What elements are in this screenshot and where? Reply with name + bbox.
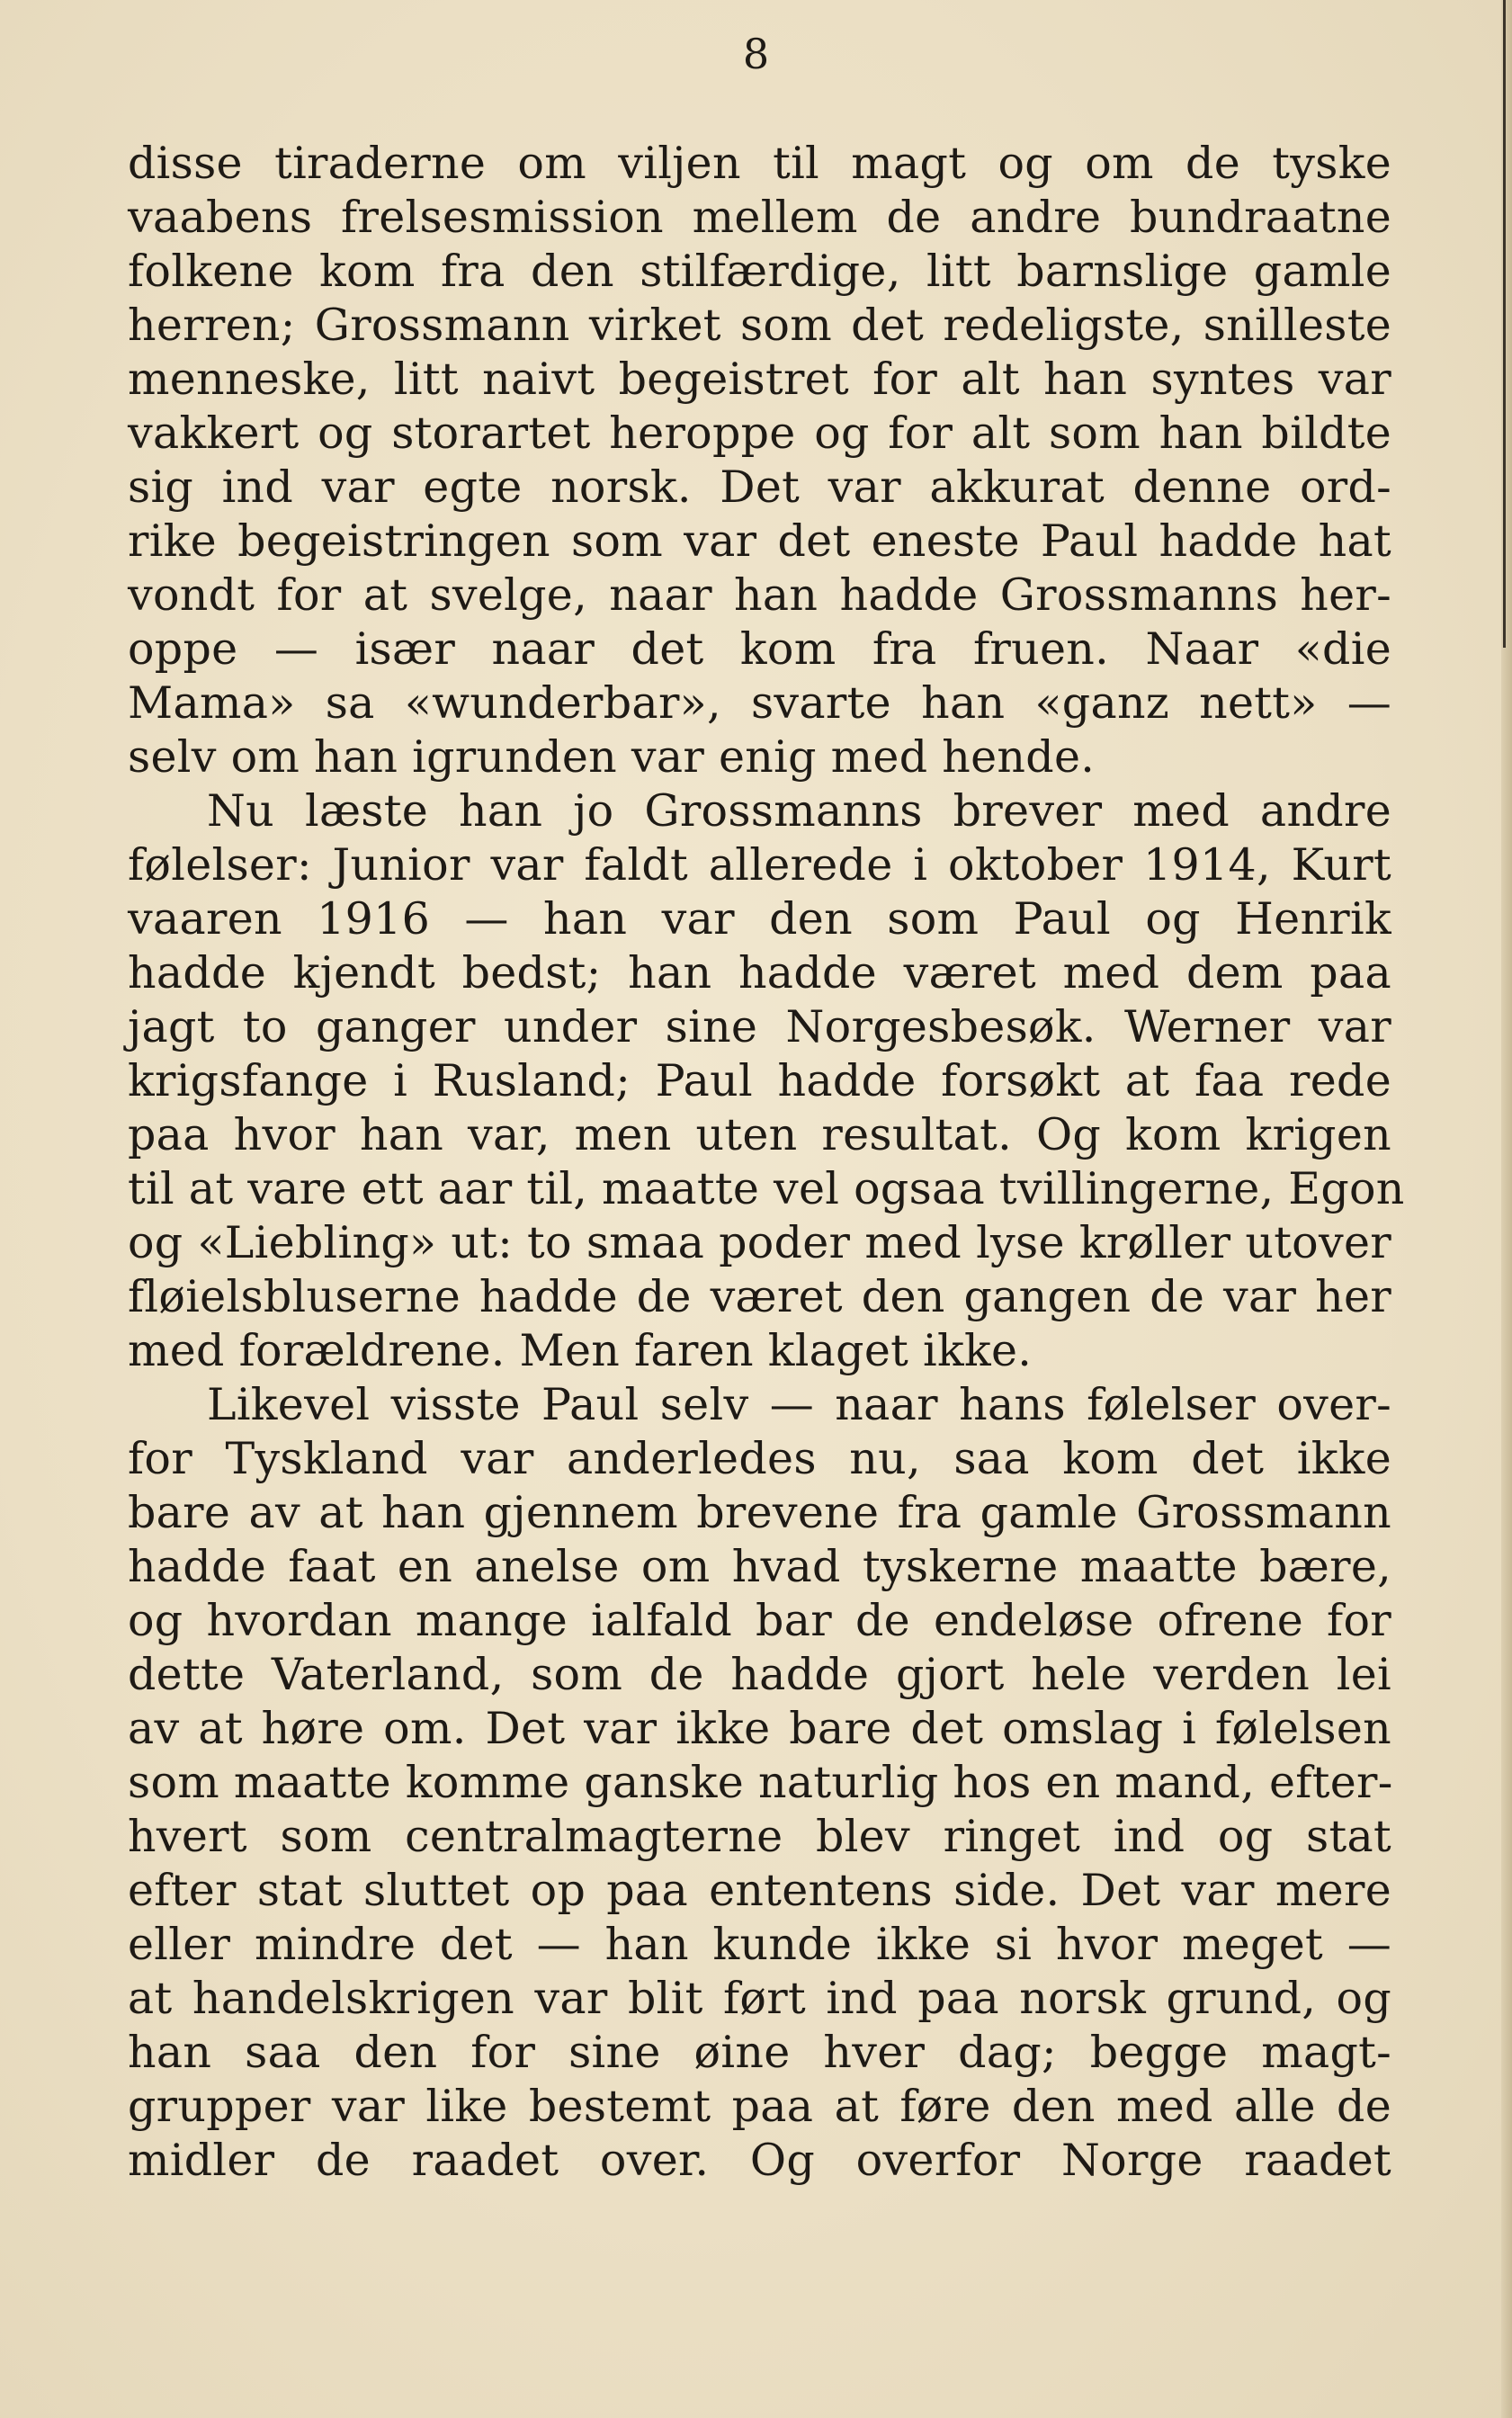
text-line: av at høre om. Det var ikke bare det omslag i følelsen	[128, 1703, 1391, 1754]
text-line: folkene kom fra den stilfærdige, litt barnslige gamle	[128, 246, 1391, 297]
text-line: vaaren 1916 — han var den som Paul og Henrik	[128, 893, 1391, 945]
text-line: hadde kjendt bedst; han hadde været med dem paa	[128, 947, 1391, 999]
text-line: sig ind var egte norsk. Det var akkurat denne ord-	[128, 461, 1391, 513]
text-line: grupper var like bestemt paa at føre den med alle de	[128, 2081, 1391, 2132]
text-line: som maatte komme ganske naturlig hos en mand, efter-	[128, 1757, 1393, 1808]
text-line: vondt for at svelge, naar han hadde Grossmanns her-	[128, 569, 1391, 621]
page-number: 8	[742, 30, 770, 78]
body-text	[128, 137, 1405, 2188]
text-line: krigsfange i Rusland; Paul hadde forsøkt at faa rede	[128, 1055, 1391, 1106]
text-line: og hvordan mange ialfald bar de endeløse ofrene for	[128, 1595, 1391, 1646]
text-line: menneske, litt naivt begeistret for alt han syntes var	[128, 354, 1391, 405]
text-line: han saa den for sine øine hver dag; begge magt-	[128, 2027, 1391, 2078]
text-line: med forældrene. Men faren klaget ikke.	[128, 1325, 1033, 1376]
text-line: dette Vaterland, som de hadde gjort hele verden lei	[128, 1649, 1391, 1700]
text-line: paa hvor han var, men uten resultat. Og kom krigen	[128, 1109, 1391, 1160]
text-line: og «Liebling» ut: to smaa poder med lyse krøller utover	[128, 1217, 1391, 1268]
text-line: Likevel visste Paul selv — naar hans følelser over-	[207, 1379, 1391, 1430]
text-line: rike begeistringen som var det eneste Paul hadde hat	[128, 515, 1391, 567]
text-line: herren; Grossmann virket som det redeligste, snilleste	[128, 300, 1391, 351]
text-line: at handelskrigen var blit ført ind paa norsk grund, og	[128, 1973, 1391, 2024]
text-line: efter stat sluttet op paa ententens side. Det var mere	[128, 1865, 1391, 1916]
text-line: disse tiraderne om viljen til magt og om de tyske	[128, 138, 1391, 189]
text-line: midler de raadet over. Og overfor Norge raadet	[128, 2135, 1391, 2186]
text-line: hvert som centralmagterne blev ringet ind og stat	[128, 1811, 1391, 1862]
text-line: selv om han igrunden var enig med hende.	[128, 731, 1096, 783]
text-line: til at vare ett aar til, maatte vel ogsaa tvillingerne, Egon	[128, 1163, 1405, 1214]
text-line: jagt to ganger under sine Norgesbesøk. Werner var	[128, 1001, 1391, 1052]
text-line: følelser: Junior var faldt allerede i oktober 1914, Kurt	[128, 839, 1391, 891]
text-line: vaabens frelsesmission mellem de andre bundraatne	[128, 192, 1391, 243]
text-line: oppe — især naar det kom fra fruen. Naar «die	[128, 623, 1391, 675]
page-edge-line	[1503, 0, 1506, 648]
text-line: vakkert og storartet heroppe og for alt som han bildte	[128, 407, 1391, 459]
text-line: for Tyskland var anderledes nu, saa kom det ikke	[128, 1433, 1391, 1484]
text-line: hadde faat en anelse om hvad tyskerne maatte bære,	[128, 1541, 1391, 1592]
text-line: Mama» sa «wunderbar», svarte han «ganz nett» —	[128, 677, 1391, 729]
text-line: eller mindre det — han kunde ikke si hvor meget —	[128, 1919, 1391, 1970]
text-line: fløielsbluserne hadde de været den gangen de var her	[128, 1271, 1391, 1322]
text-line: Nu læste han jo Grossmanns brever med andre	[207, 785, 1391, 837]
text-line: bare av at han gjennem brevene fra gamle Grossmann	[128, 1487, 1391, 1538]
